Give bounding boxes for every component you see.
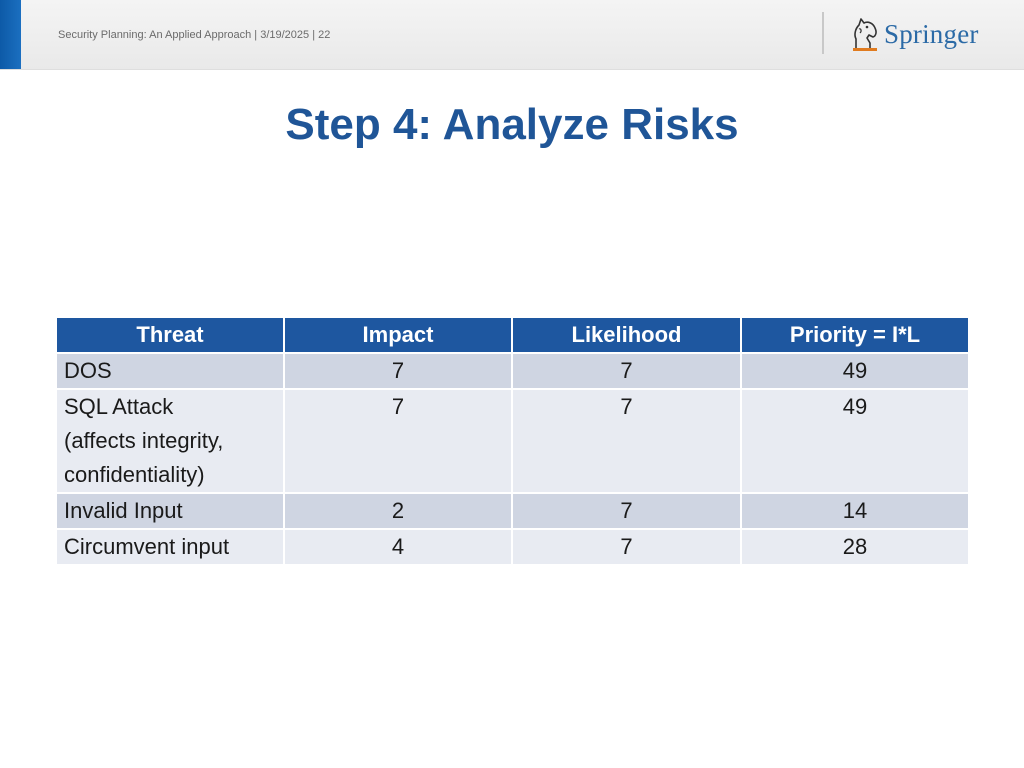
likelihood-cell: 7 (512, 493, 741, 529)
threat-cell (56, 529, 284, 565)
table-header-row (56, 317, 969, 353)
threat-text: Circumvent input (64, 534, 230, 559)
slide-title: Step 4: Analyze Risks (285, 100, 739, 149)
threat-text: confidentiality) (64, 462, 205, 487)
table-row (56, 353, 969, 389)
threat-text: SQL Attack (64, 394, 174, 419)
threat-text: (affects integrity, (64, 428, 224, 453)
threat-cell (56, 493, 284, 529)
threat-text: Invalid Input (64, 498, 183, 523)
impact-cell: 4 (284, 529, 512, 565)
logo-divider (822, 12, 824, 54)
threat-cell (56, 353, 284, 389)
threat-text: DOS (64, 358, 112, 383)
impact-cell: 2 (284, 493, 512, 529)
accent-bar (0, 0, 21, 69)
column-header-threat: Threat (56, 317, 284, 353)
risk-table (55, 316, 970, 566)
horse-head-icon (850, 15, 880, 53)
likelihood-cell: 7 (512, 353, 741, 389)
likelihood-cell: 7 (512, 389, 741, 493)
slide-header (0, 0, 1024, 70)
table-row (56, 389, 969, 493)
priority-cell: 49 (741, 353, 969, 389)
impact-cell: 7 (284, 353, 512, 389)
column-header-likelihood: Likelihood (512, 317, 741, 353)
footer-text: Security Planning: An Applied Approach | 3/19/2025 | 22 (58, 29, 331, 41)
priority-cell: 28 (741, 529, 969, 565)
likelihood-cell: 7 (512, 529, 741, 565)
impact-cell: 7 (284, 389, 512, 493)
table-row (56, 529, 969, 565)
springer-logo (850, 14, 979, 54)
threat-cell (56, 389, 284, 493)
priority-cell: 14 (741, 493, 969, 529)
logo-text: Springer (884, 18, 979, 49)
column-header-priority: Priority = I*L (741, 317, 969, 353)
table-row (56, 493, 969, 529)
priority-cell: 49 (741, 389, 969, 493)
column-header-impact: Impact (284, 317, 512, 353)
